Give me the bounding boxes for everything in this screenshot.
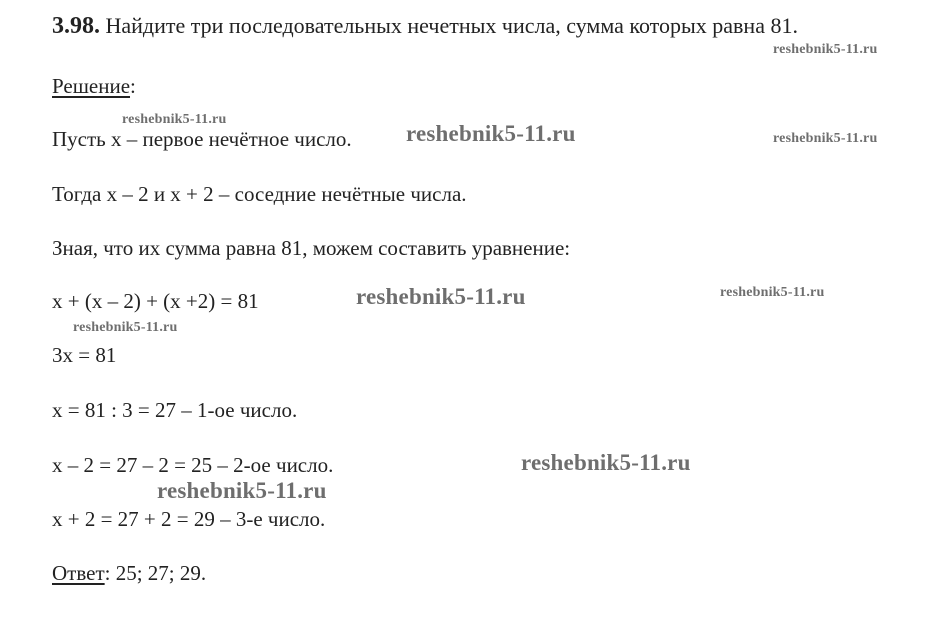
problem-number: 3.98.	[52, 13, 100, 39]
problem-title	[52, 14, 798, 38]
answer-label: Ответ	[52, 561, 105, 585]
watermark: reshebnik5-11.ru	[356, 284, 526, 309]
third-number-line: x + 2 = 27 + 2 = 29 – 3-е число.	[52, 507, 326, 531]
second-number-line: x – 2 = 27 – 2 = 25 – 2-ое число.	[52, 453, 334, 477]
solution-heading-line	[52, 74, 136, 98]
answer-line	[52, 561, 206, 585]
watermark: reshebnik5-11.ru	[521, 450, 691, 475]
simplified-equation-line: 3x = 81	[52, 343, 117, 367]
solution-line-2: Тогда x – 2 и x + 2 – соседние нечётные числа.	[52, 182, 467, 206]
watermark: reshebnik5-11.ru	[406, 121, 576, 146]
watermark: reshebnik5-11.ru	[773, 131, 878, 146]
answer-value: : 25; 27; 29.	[104, 561, 207, 585]
watermark: reshebnik5-11.ru	[122, 112, 227, 127]
watermark: reshebnik5-11.ru	[720, 285, 825, 300]
watermark: reshebnik5-11.ru	[73, 320, 178, 335]
equation-line: x + (x – 2) + (x +2) = 81	[52, 289, 259, 313]
problem-statement: Найдите три последовательных нечетных числа, сумма которых равна 81.	[105, 13, 798, 38]
solution-line-1: Пусть x – первое нечётное число.	[52, 127, 352, 151]
solution-heading: Решение	[52, 74, 131, 98]
solution-line-3: Зная, что их сумма равна 81, можем составить уравнение:	[52, 236, 571, 260]
solution-heading-colon: :	[130, 74, 136, 98]
first-number-line: x = 81 : 3 = 27 – 1-ое число.	[52, 398, 298, 422]
watermark: reshebnik5-11.ru	[157, 478, 327, 503]
watermark: reshebnik5-11.ru	[773, 42, 878, 57]
